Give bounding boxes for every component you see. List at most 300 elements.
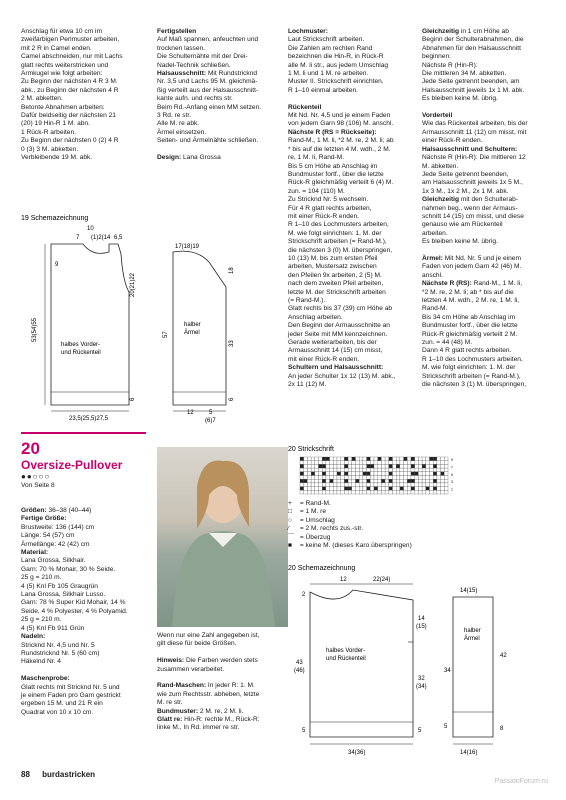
schema-19-sleeve-top: 17(18)19 bbox=[175, 244, 200, 250]
schema-20-body-label-1: halbes Vorder- bbox=[326, 648, 366, 654]
chart-cell bbox=[404, 464, 408, 468]
chart-cell bbox=[441, 457, 445, 461]
info-line: Lana Grossa, Silkhair. bbox=[21, 557, 86, 565]
col2b-line: linke M., In Rd. immer re str. bbox=[157, 724, 240, 732]
chart-cell bbox=[370, 490, 374, 494]
schema-19-label: 19 Schemazeichnung bbox=[21, 215, 89, 222]
chart-cell bbox=[341, 490, 345, 494]
chart-cell bbox=[348, 472, 352, 476]
chart-cell bbox=[430, 464, 434, 468]
chart-cell bbox=[307, 476, 311, 480]
chart-cell bbox=[411, 487, 415, 491]
chart-cell bbox=[389, 487, 393, 491]
col1-line: Dafür beidseitig der nächsten 21 bbox=[21, 112, 116, 120]
chart-cell bbox=[404, 479, 408, 483]
chart-cell bbox=[315, 483, 319, 487]
col4-line: Nächste R (Hin-R): Die mittleren 12 bbox=[422, 154, 526, 162]
chart-cell bbox=[437, 476, 441, 480]
col4-line: genauso wie am Rückenteil bbox=[422, 221, 503, 229]
chart-cell bbox=[400, 457, 404, 461]
schema-20-bottom: 34(36) bbox=[348, 750, 366, 756]
chart-cell bbox=[352, 461, 356, 465]
chart-cell bbox=[363, 490, 367, 494]
chart-cell bbox=[330, 476, 334, 480]
chart-cell bbox=[430, 476, 434, 480]
info-line: Seide, 4 % Polyester, 4 % Polyamid. bbox=[21, 607, 128, 615]
chart-cell bbox=[441, 461, 445, 465]
chart-cell bbox=[437, 468, 441, 472]
chart-cell bbox=[315, 479, 319, 483]
chart-cell bbox=[363, 464, 367, 468]
chart-cell bbox=[444, 472, 448, 476]
col2-line: Nr. 3,5 und Lachs 95 M. gleichmä- bbox=[157, 78, 258, 86]
chart-cell bbox=[385, 457, 389, 461]
col4-text bbox=[422, 28, 550, 389]
chart-cell bbox=[304, 490, 308, 494]
schema-19-sleeve-right-top: 18 bbox=[229, 267, 235, 274]
col1-line: Zu Beginn der nächsten 4 R 3 M. bbox=[21, 78, 118, 86]
chart-cell bbox=[311, 487, 315, 491]
col3-line: die nächsten 3 (0) M. überspringen, bbox=[288, 246, 393, 254]
chart-cell bbox=[315, 461, 319, 465]
schema-20-right-top: 14 bbox=[418, 616, 425, 622]
chart-cell bbox=[344, 479, 348, 483]
chart-cell bbox=[381, 457, 385, 461]
col1-line: glatt rechts weiterstricken und bbox=[21, 61, 109, 69]
chart-cell bbox=[341, 487, 345, 491]
chart-cell bbox=[367, 472, 371, 476]
chart-cell bbox=[444, 476, 448, 480]
chart-cell bbox=[319, 479, 323, 483]
chart-cell bbox=[307, 483, 311, 487]
col3-line: Für 4 R glatt rechts arbeiten, bbox=[288, 204, 372, 212]
chart-cell bbox=[411, 464, 415, 468]
chart-cell bbox=[363, 468, 367, 472]
legend-item: □ = 1 M. re bbox=[288, 508, 327, 516]
schema-20-sleeve-left: 34 bbox=[444, 668, 451, 674]
col3-line: Gerade weiterarbeiten, bis der bbox=[288, 339, 377, 347]
chart-cell bbox=[359, 479, 363, 483]
chart-cell bbox=[356, 476, 360, 480]
col3-line: An jeder Schulter 1x 12 (13) M. abk., bbox=[288, 372, 396, 380]
schema-20-sleeve-outline bbox=[453, 597, 493, 737]
schema-19-sleeve-label-1: halber bbox=[184, 322, 201, 328]
chart-cell bbox=[337, 457, 341, 461]
chart-cell bbox=[378, 487, 382, 491]
info-line: Länge: 54 (57) cm bbox=[21, 532, 75, 540]
info-line: ergeben 15 M. und 21 R ein bbox=[21, 700, 103, 708]
chart-cell bbox=[341, 464, 345, 468]
col2b-line: wie zum Rechtsstr. abheben, letzte bbox=[157, 690, 260, 698]
chart-cell bbox=[319, 457, 323, 461]
info-line: Größen: 36–38 (40–44) bbox=[21, 507, 92, 514]
col3-line: von jedem Garn 98 (106) M. anschl. bbox=[288, 120, 394, 128]
schema-19-sleeve-left: 57 bbox=[163, 331, 169, 338]
col3-line: Bundmuster fortf., über die letzte bbox=[288, 170, 384, 178]
col2-line: kante aufn. und rechts str. bbox=[157, 95, 233, 103]
chart-cell bbox=[315, 472, 319, 476]
chart-cell bbox=[300, 490, 304, 494]
chart-cell bbox=[441, 479, 445, 483]
chart-cell bbox=[381, 483, 385, 487]
chart-cell bbox=[359, 464, 363, 468]
col3-line bbox=[288, 95, 416, 103]
col4-line: Es bleiben keine M. übrig. bbox=[422, 238, 498, 246]
chart-cell bbox=[393, 479, 397, 483]
col4-line: arbeiten. bbox=[422, 229, 448, 237]
chart-cell bbox=[437, 472, 441, 476]
chart-cell bbox=[430, 479, 434, 483]
chart-cell bbox=[367, 457, 371, 461]
chart-cell bbox=[304, 487, 308, 491]
from-page: Von Seite 8 bbox=[21, 482, 55, 489]
chart-cell bbox=[385, 479, 389, 483]
chart-cell bbox=[381, 490, 385, 494]
chart-cell bbox=[348, 487, 352, 491]
chart-cell bbox=[381, 461, 385, 465]
chart-cell bbox=[348, 464, 352, 468]
chart-cell bbox=[307, 487, 311, 491]
chart-cell bbox=[330, 479, 334, 483]
col3-line: Schultern und Halsausschnitt: bbox=[288, 364, 384, 372]
chart-cell bbox=[444, 461, 448, 465]
chart-cell bbox=[300, 483, 304, 487]
col3-line: den Pfeilen 9x arbeiten, 2 (5) M. bbox=[288, 271, 382, 279]
chart-cell bbox=[418, 472, 422, 476]
chart-cell bbox=[407, 479, 411, 483]
chart-cell bbox=[407, 461, 411, 465]
col4-line: Halsausschnitt und Schultern: bbox=[422, 145, 518, 153]
chart-cell bbox=[352, 468, 356, 472]
info-line: je einem Faden pro Garn gestrickt bbox=[21, 691, 121, 699]
col2-line: ßig verteilt aus der Halsausschnitt- bbox=[157, 86, 259, 94]
info-line: Material: bbox=[21, 549, 49, 557]
col2-line: Nadel-Technik schließen. bbox=[157, 61, 231, 69]
chart-cell bbox=[444, 457, 448, 461]
col4-line: Die mittleren 34 M. abketten. bbox=[422, 70, 507, 78]
chart-cell bbox=[381, 472, 385, 476]
col2b-line bbox=[157, 649, 287, 657]
col4-line: letzten 4 M. wdh., 2 M. re, 1 M. li, bbox=[422, 297, 520, 304]
chart-cell bbox=[315, 468, 319, 472]
col3-line: Die Zahlen am rechten Rand bbox=[288, 44, 373, 52]
chart-cell bbox=[426, 479, 430, 483]
chart-cell bbox=[359, 457, 363, 461]
col4-line: die nächsten 3 (1) M. überspringen, bbox=[422, 381, 527, 389]
chart-cell bbox=[300, 468, 304, 472]
chart-cell bbox=[337, 483, 341, 487]
schema-19-top-part-c: 6,5 bbox=[114, 235, 123, 241]
chart-cell bbox=[418, 490, 422, 494]
chart-cell bbox=[422, 479, 426, 483]
chart-cell bbox=[311, 457, 315, 461]
chart-cell bbox=[326, 464, 330, 468]
chart-cell bbox=[304, 464, 308, 468]
difficulty-rating: ●●○○○ bbox=[21, 472, 51, 481]
col3-line: R 1–10 einmal arbeiten. bbox=[288, 86, 359, 94]
col4-line: 1x 3 M., 1x 2 M., 2x 1 M. abk. bbox=[422, 187, 509, 195]
chart-cell bbox=[322, 464, 326, 468]
chart-cell bbox=[418, 476, 422, 480]
info-line: Glatt rechts mit Stricknd Nr. 5 und bbox=[21, 683, 120, 691]
col4-line: Nächste R (RS): Rand-M., 1 M. li, bbox=[422, 280, 523, 288]
chart-cell bbox=[344, 490, 348, 494]
chart-cell bbox=[359, 476, 363, 480]
watermark: PassionForum.ru bbox=[494, 778, 548, 785]
chart-cell bbox=[367, 461, 371, 465]
chart-cell bbox=[426, 464, 430, 468]
col4-line: zun. = 44 (48) M. bbox=[422, 339, 473, 347]
schema-20-body-outline bbox=[310, 590, 413, 737]
chart-cell bbox=[326, 472, 330, 476]
col4-line: Rück-R gleichmäßig verteilt 2 M. bbox=[422, 330, 518, 338]
col1-line: Zu Beginn der nächsten 0 (2) 4 R bbox=[21, 137, 119, 145]
chart-cell bbox=[400, 487, 404, 491]
col2-line: Design: Lana Grossa bbox=[157, 154, 221, 162]
chart-cell bbox=[330, 468, 334, 472]
col2-bottom-text bbox=[157, 632, 287, 733]
schema-19-sleeve-bottom-c: (6)7 bbox=[205, 418, 216, 424]
chart-cell bbox=[363, 476, 367, 480]
chart-cell bbox=[407, 476, 411, 480]
chart-cell bbox=[426, 461, 430, 465]
chart-row-number: 7 bbox=[451, 465, 453, 470]
chart-cell bbox=[430, 472, 434, 476]
chart-cell bbox=[415, 479, 419, 483]
chart-cell bbox=[385, 476, 389, 480]
chart-cell bbox=[415, 483, 419, 487]
chart-cell bbox=[356, 487, 360, 491]
chart-cell bbox=[389, 479, 393, 483]
col2b-line bbox=[157, 674, 287, 682]
chart-cell bbox=[389, 476, 393, 480]
col3-line: bezeichnen die Hin-R, in Rück-R bbox=[288, 53, 384, 61]
chart-cell bbox=[400, 461, 404, 465]
pattern-20-info bbox=[21, 507, 151, 717]
chart-cell bbox=[326, 457, 330, 461]
chart-cell bbox=[422, 476, 426, 480]
chart-cell bbox=[393, 461, 397, 465]
chart-row-number: 9 bbox=[451, 458, 453, 462]
col4-line: Bundmuster fortf., über die letzte bbox=[422, 322, 518, 330]
chart-cell bbox=[322, 479, 326, 483]
col3-line: Strickschrift arbeiten (= Rand-M.), bbox=[288, 238, 387, 246]
chart-cell bbox=[307, 457, 311, 461]
chart-cell bbox=[311, 476, 315, 480]
col4-line: Gleichzeitig mit den Schulterab- bbox=[422, 196, 519, 204]
chart-cell bbox=[330, 472, 334, 476]
col3-line: zun. = 104 (110) M. bbox=[288, 187, 345, 195]
col4-line: R 1–10 des Lochmusters arbeiten, bbox=[422, 355, 523, 363]
chart-cell bbox=[381, 468, 385, 472]
col2-line: Beim Rd.-Anfang einen MM setzen. bbox=[157, 103, 262, 111]
col1-line: zweifarbigen Perlmuster arbeiten, bbox=[21, 36, 120, 44]
schema-20-right-bot: 5 bbox=[418, 728, 422, 734]
chart-cell bbox=[367, 479, 371, 483]
col3-line: Zu Stricknd Nr. 5 wechseln. bbox=[288, 196, 369, 204]
chart-cell bbox=[444, 464, 448, 468]
chart-cell bbox=[307, 468, 311, 472]
chart-cell bbox=[315, 464, 319, 468]
chart-cell bbox=[367, 464, 371, 468]
chart-cell bbox=[441, 464, 445, 468]
schema-19-sleeve-bottom-a: 12 bbox=[187, 410, 194, 416]
chart-cell bbox=[307, 479, 311, 483]
legend-symbol: □ bbox=[288, 508, 292, 516]
chart-cell bbox=[422, 461, 426, 465]
chart-cell bbox=[430, 468, 434, 472]
schema-19-body-label-2: und Rückenteil bbox=[61, 350, 101, 356]
col4-line: Vorderteil bbox=[422, 112, 453, 120]
chart-cell bbox=[326, 487, 330, 491]
col3-line: jeder Seite mit MM kennzeichnen. bbox=[288, 330, 388, 338]
col4-line: Rand-M. bbox=[422, 305, 448, 313]
chart-cell bbox=[322, 472, 326, 476]
schema-20-left-bot: 5 bbox=[302, 728, 306, 734]
chart-cell bbox=[330, 487, 334, 491]
col1-line: Armkugel wie folgt arbeiten: bbox=[21, 70, 103, 78]
chart-cell bbox=[433, 483, 437, 487]
chart-20-label: 20 Strickschrift bbox=[288, 446, 334, 453]
chart-cell bbox=[344, 457, 348, 461]
chart-cell bbox=[407, 487, 411, 491]
schema-20-left-top: 2 bbox=[302, 592, 306, 598]
chart-cell bbox=[322, 483, 326, 487]
chart-cell bbox=[422, 457, 426, 461]
chart-cell bbox=[444, 490, 448, 494]
schema-20-drawing bbox=[288, 562, 550, 762]
chart-cell bbox=[411, 472, 415, 476]
schema-20-sleeve-top: 14(15) bbox=[460, 588, 478, 594]
chart-cell bbox=[341, 461, 345, 465]
chart-cell bbox=[396, 483, 400, 487]
schema-20-left-mid2: (46) bbox=[294, 668, 305, 674]
chart-cell bbox=[300, 476, 304, 480]
chart-cell bbox=[411, 483, 415, 487]
chart-cell bbox=[393, 490, 397, 494]
chart-cell bbox=[418, 487, 422, 491]
col4-line: M. abketten. bbox=[422, 162, 459, 170]
col4-line: Es bleiben keine M. übrig. bbox=[422, 95, 498, 103]
schema-20-sleeve-right-bot: 8 bbox=[500, 726, 504, 732]
chart-cell bbox=[426, 487, 430, 491]
chart-cell bbox=[378, 490, 382, 494]
chart-cell bbox=[404, 476, 408, 480]
col3-line: Lochmuster: bbox=[288, 28, 328, 35]
chart-cell bbox=[418, 457, 422, 461]
chart-cell bbox=[433, 461, 437, 465]
col1-line: 1 Rück-R arbeiten. bbox=[21, 128, 76, 136]
info-line: Stricknd Nr. 4,5 und Nr. 5 bbox=[21, 641, 95, 649]
schema-19-sleeve-label-2: Ärmel bbox=[184, 330, 200, 336]
chart-cell bbox=[393, 476, 397, 480]
chart-cell bbox=[404, 457, 408, 461]
chart-cell bbox=[344, 472, 348, 476]
chart-cell bbox=[396, 490, 400, 494]
chart-cell bbox=[333, 483, 337, 487]
legend-symbol: ■ bbox=[288, 542, 292, 550]
col4-line: Strickschrift arbeiten (= Rand-M.), bbox=[422, 372, 521, 380]
chart-cell bbox=[333, 487, 337, 491]
chart-cell bbox=[418, 483, 422, 487]
chart-cell bbox=[370, 457, 374, 461]
chart-cell bbox=[370, 476, 374, 480]
chart-cell bbox=[304, 468, 308, 472]
col2-line: Die Schulternähte mit der Drei- bbox=[157, 53, 248, 61]
chart-grid bbox=[300, 457, 448, 494]
col4-line: Nächste R (Hin-R): bbox=[422, 61, 478, 69]
schema-20-right-mid2: (34) bbox=[416, 684, 427, 690]
schema-19-drawing bbox=[21, 212, 283, 424]
chart-cell bbox=[415, 490, 419, 494]
chart-row-number: 1 bbox=[451, 487, 453, 492]
legend-item: + = Rand-M. bbox=[288, 500, 331, 507]
chart-cell bbox=[356, 472, 360, 476]
chart-cell bbox=[400, 472, 404, 476]
chart-cell bbox=[415, 457, 419, 461]
chart-cell bbox=[330, 457, 334, 461]
chart-cell bbox=[389, 483, 393, 487]
col4-line: Dann 4 R glatt rechts arbeiten. bbox=[422, 347, 512, 355]
legend-symbol: ⁄ bbox=[288, 525, 290, 533]
chart-cell bbox=[378, 457, 382, 461]
chart-cell bbox=[322, 476, 326, 480]
chart-cell bbox=[352, 472, 356, 476]
chart-cell bbox=[356, 483, 360, 487]
chart-cell bbox=[319, 483, 323, 487]
chart-cell bbox=[378, 461, 382, 465]
chart-cell bbox=[337, 476, 341, 480]
col4-line: beginnen: bbox=[422, 53, 451, 61]
col4-line: M. wie folgt einrichten: 1. M. der bbox=[422, 364, 516, 372]
col4-line: Ärmel: Mit Nd. Nr. 5 und je einem bbox=[422, 254, 521, 262]
chart-cell bbox=[356, 457, 360, 461]
chart-cell bbox=[437, 490, 441, 494]
col1-line: (20) 19 Hin-R 1 M. abn. bbox=[21, 120, 90, 128]
info-line: Häkelnd Nr. 4 bbox=[21, 658, 61, 666]
chart-cell bbox=[433, 464, 437, 468]
col3-line: mit einer Rück-R enden. bbox=[288, 355, 360, 363]
info-line: Brustweite: 136 (144) cm bbox=[21, 523, 95, 531]
chart-cell bbox=[393, 457, 397, 461]
chart-cell bbox=[322, 490, 326, 494]
info-line: Lana Grossa, Silkhair Lusso. bbox=[21, 591, 106, 599]
chart-cell bbox=[411, 461, 415, 465]
chart-cell bbox=[333, 476, 337, 480]
col2-line: Ärmel einsetzen. bbox=[157, 128, 207, 136]
chart-cell bbox=[385, 461, 389, 465]
chart-cell bbox=[393, 464, 397, 468]
col1-line: Camel abschneiden, nur mit Lachs bbox=[21, 53, 123, 61]
col3-text bbox=[288, 28, 416, 389]
col4-line: Beginn der Schulterabnahmen, die bbox=[422, 36, 524, 44]
chart-cell bbox=[344, 483, 348, 487]
col3-line: Mit Nd. Nr. 4,5 und je einem Faden bbox=[288, 112, 391, 120]
chart-cell bbox=[300, 464, 304, 468]
schema-19-top-part-a: 7 bbox=[76, 235, 80, 241]
chart-cell bbox=[437, 479, 441, 483]
schema-19-body-outline bbox=[51, 244, 129, 405]
chart-cell bbox=[304, 483, 308, 487]
chart-cell bbox=[385, 483, 389, 487]
chart-cell bbox=[348, 476, 352, 480]
pattern-number: 20 bbox=[21, 439, 40, 458]
chart-cell bbox=[348, 479, 352, 483]
chart-cell bbox=[319, 476, 323, 480]
chart-cell bbox=[356, 479, 360, 483]
chart-cell bbox=[400, 464, 404, 468]
chart-cell bbox=[374, 472, 378, 476]
